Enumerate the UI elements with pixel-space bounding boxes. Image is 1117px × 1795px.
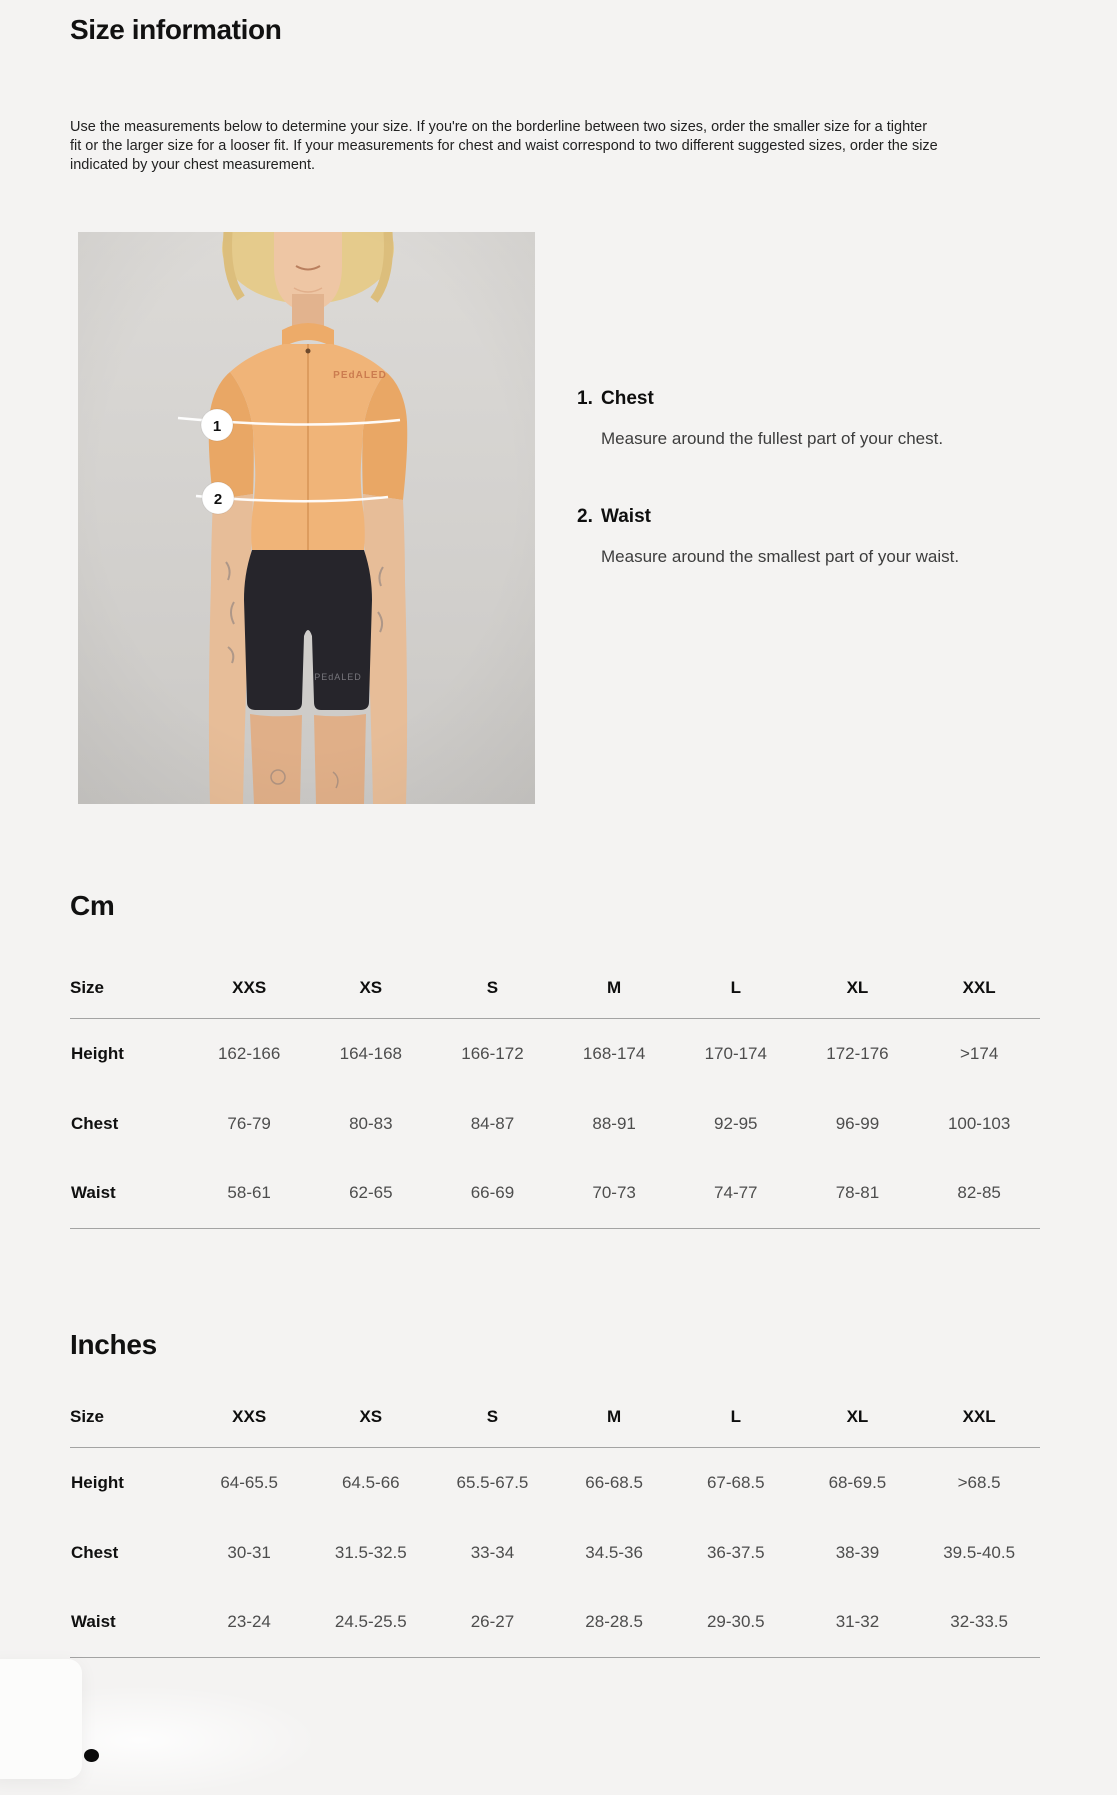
bottom-left-popup <box>0 1659 82 1779</box>
size-table-section-inches <box>70 1329 1040 1658</box>
chest-callout-marker <box>201 409 233 441</box>
size-value-cell: 170-174 <box>704 1043 767 1063</box>
column-header-l: L <box>675 1407 797 1448</box>
size-value-cell: 66-69 <box>432 1159 554 1229</box>
legend-waist-label: Waist <box>601 506 651 527</box>
size-value-cell: 62-65 <box>310 1159 432 1229</box>
photo-vignette <box>78 232 535 804</box>
size-value-cell: 31.5-32.5 <box>334 1542 407 1562</box>
column-header-xxl: XXL <box>918 1407 1040 1448</box>
row-label-chest: Chest <box>71 1542 119 1562</box>
size-value-cell: 26-27 <box>432 1588 554 1658</box>
size-guide-photo <box>78 232 535 804</box>
size-value-cell: 82-85 <box>918 1159 1040 1229</box>
size-value-cell: 96-99 <box>835 1113 880 1133</box>
size-value-cell: 30-31 <box>227 1542 271 1562</box>
table-row-chest <box>70 1518 1040 1588</box>
table-row-height <box>70 1019 1040 1089</box>
size-value-cell: 28-28.5 <box>553 1588 675 1658</box>
size-value-cell: 168-174 <box>582 1043 646 1063</box>
column-header-size: Size <box>70 1407 188 1448</box>
size-value-cell: 162-166 <box>217 1043 281 1063</box>
size-value-cell: 64-65.5 <box>220 1472 278 1492</box>
size-value-cell: 23-24 <box>188 1588 310 1658</box>
row-label-waist: Waist <box>70 1588 188 1658</box>
legend-waist-number: 2. <box>577 506 593 527</box>
column-header-xxs: XXS <box>188 1407 310 1448</box>
waist-callout-number: 2 <box>213 491 223 508</box>
size-table-section-cm <box>70 890 1040 1229</box>
size-value-cell: 68-69.5 <box>828 1472 887 1492</box>
table-header-row <box>70 978 1040 1019</box>
size-value-cell: 65.5-67.5 <box>456 1472 529 1492</box>
size-value-cell: 70-73 <box>553 1159 675 1229</box>
table-row-waist <box>70 1159 1040 1229</box>
column-header-xs: XS <box>310 978 432 1019</box>
size-value-cell: 66-68.5 <box>585 1472 643 1492</box>
row-label-chest: Chest <box>71 1113 119 1133</box>
size-value-cell: 74-77 <box>675 1159 797 1229</box>
size-table-cm <box>70 978 1040 1229</box>
size-value-cell: 80-83 <box>349 1113 393 1133</box>
size-value-cell: 88-91 <box>592 1113 636 1133</box>
table-row-chest <box>70 1089 1040 1159</box>
row-label-waist: Waist <box>70 1159 188 1229</box>
size-value-cell: 58-61 <box>188 1159 310 1229</box>
legend-chest-number: 1. <box>577 388 593 409</box>
column-header-xxl: XXL <box>918 978 1040 1019</box>
size-value-cell: 78-81 <box>797 1159 919 1229</box>
legend-chest-label: Chest <box>601 388 654 409</box>
table-row-waist <box>70 1588 1040 1658</box>
size-value-cell: 32-33.5 <box>918 1588 1040 1658</box>
size-value-cell: 34.5-36 <box>585 1542 643 1562</box>
size-value-cell: 67-68.5 <box>706 1472 765 1492</box>
size-value-cell: >174 <box>959 1043 999 1063</box>
size-value-cell: 92-95 <box>714 1113 758 1133</box>
column-header-s: S <box>432 978 554 1019</box>
row-label-height: Height <box>71 1043 124 1063</box>
size-value-cell: 31-32 <box>797 1588 919 1658</box>
column-header-xl: XL <box>797 978 919 1019</box>
column-header-m: M <box>553 978 675 1019</box>
row-label-height: Height <box>71 1472 124 1492</box>
column-header-s: S <box>432 1407 554 1448</box>
size-value-cell: 100-103 <box>947 1113 1011 1133</box>
column-header-xs: XS <box>310 1407 432 1448</box>
legend-chest-heading <box>577 388 977 410</box>
size-value-cell: 172-176 <box>826 1043 889 1063</box>
measurement-legend <box>577 232 977 804</box>
chest-callout-number: 1 <box>212 418 222 435</box>
size-value-cell: 29-30.5 <box>675 1588 797 1658</box>
legend-chest-description: Measure around the fullest part of your chest. <box>601 429 944 448</box>
legend-waist-description: Measure around the smallest part of your waist. <box>601 547 960 566</box>
inches-heading: Inches <box>70 1329 157 1360</box>
size-value-cell: 76-79 <box>227 1113 271 1133</box>
model-illustration <box>78 232 535 804</box>
table-header-row <box>70 1407 1040 1448</box>
size-value-cell: 33-34 <box>470 1542 515 1562</box>
legend-waist-heading <box>577 506 977 528</box>
size-value-cell: 38-39 <box>835 1542 880 1562</box>
size-table-inches <box>70 1407 1040 1658</box>
column-header-m: M <box>553 1407 675 1448</box>
size-value-cell: 164-168 <box>339 1043 402 1063</box>
cm-heading: Cm <box>70 890 115 921</box>
chat-launcher-button[interactable] <box>84 1749 99 1762</box>
size-value-cell: 84-87 <box>470 1113 515 1133</box>
legend-item-waist <box>577 506 977 572</box>
size-value-cell: 24.5-25.5 <box>310 1588 432 1658</box>
size-value-cell: 166-172 <box>461 1043 524 1063</box>
legend-item-chest <box>577 388 977 454</box>
column-header-xxs: XXS <box>188 978 310 1019</box>
waist-callout-marker <box>202 482 234 514</box>
size-value-cell: >68.5 <box>957 1472 1001 1492</box>
intro-paragraph: Use the measurements below to determine your size. If you're on the borderline between two sizes, order the smaller size for a tighter fit or the larger size for a looser fit. If your measurements for chest and waist correspond to two different suggested sizes, order the size indicated by your chest measurement. <box>70 119 938 173</box>
column-header-size: Size <box>70 978 188 1019</box>
page-title: Size information <box>70 14 282 45</box>
size-value-cell: 36-37.5 <box>706 1542 765 1562</box>
column-header-xl: XL <box>797 1407 919 1448</box>
size-information-page <box>0 13 1117 1658</box>
size-value-cell: 64.5-66 <box>341 1472 400 1492</box>
column-header-l: L <box>675 978 797 1019</box>
size-value-cell: 39.5-40.5 <box>943 1542 1016 1562</box>
table-row-height <box>70 1448 1040 1518</box>
measurement-figure-row <box>70 232 1040 804</box>
